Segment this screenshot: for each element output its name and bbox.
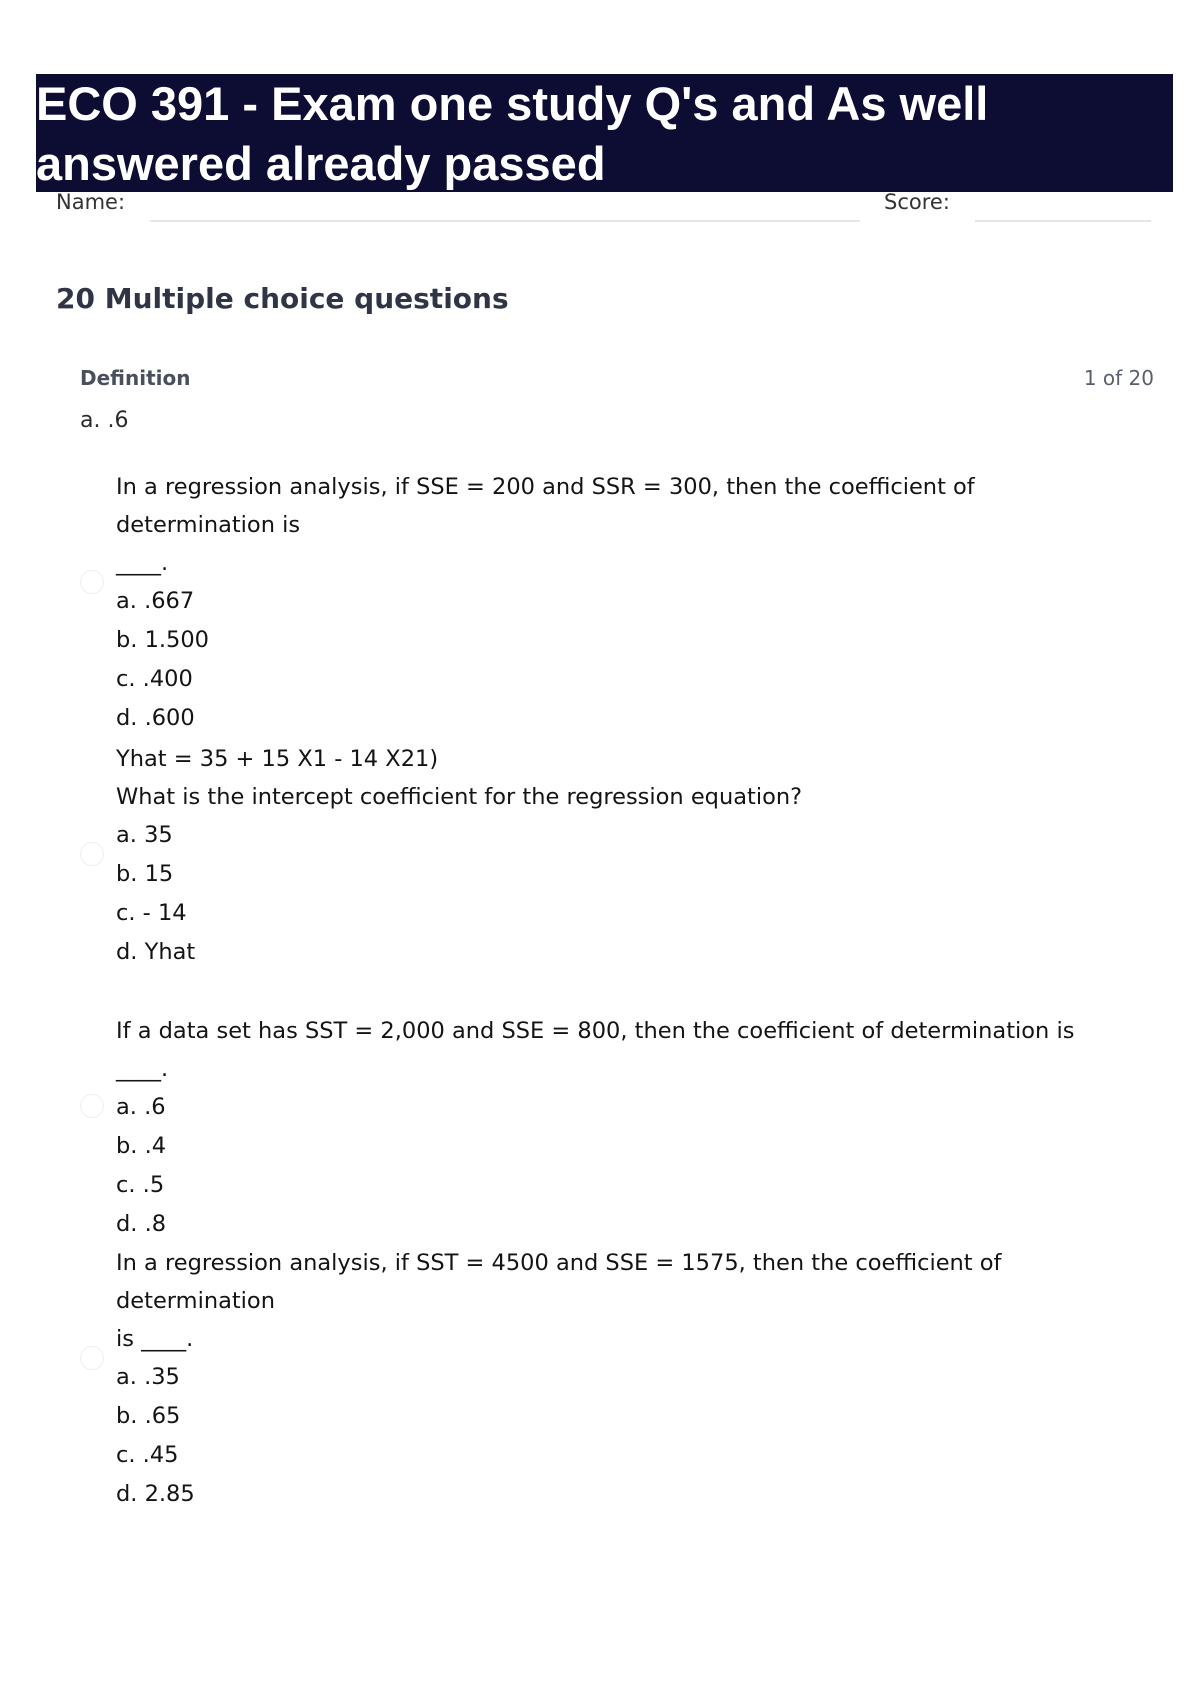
definition-label: Definition xyxy=(80,366,191,390)
question-block-1 xyxy=(116,468,1126,738)
document-title-line-1: ECO 391 - Exam one study Q's and As well xyxy=(36,77,989,130)
question-3-option-b[interactable]: b. .4 xyxy=(116,1133,167,1159)
question-text-2: Yhat = 35 + 15 X1 - 14 X21) What is the intercept coefficient for the regression equation? xyxy=(116,746,803,810)
question-1-option-d[interactable]: d. .600 xyxy=(116,705,195,731)
document-title-line-2: answered already passed xyxy=(36,137,606,190)
question-4-option-a[interactable]: a. .35 xyxy=(116,1364,180,1390)
question-text-4: In a regression analysis, if SST = 4500 and SSE = 1575, then the coefficient of determination is ____. xyxy=(116,1250,1002,1352)
question-counter: 1 of 20 xyxy=(1083,366,1154,390)
question-3-option-a[interactable]: a. .6 xyxy=(116,1094,166,1120)
question-2-option-a[interactable]: a. 35 xyxy=(116,822,173,848)
name-field[interactable] xyxy=(150,220,860,222)
question-block-3 xyxy=(116,1012,1126,1244)
definition-answer: a. .6 xyxy=(80,408,129,433)
question-1-option-c[interactable]: c. .400 xyxy=(116,666,193,692)
question-1-option-b[interactable]: b. 1.500 xyxy=(116,627,209,653)
answer-radio-1[interactable] xyxy=(80,570,104,594)
answer-radio-3[interactable] xyxy=(80,1094,104,1118)
question-2-option-d[interactable]: d. Yhat xyxy=(116,939,196,965)
question-text-1: In a regression analysis, if SSE = 200 and SSR = 300, then the coefficient of determination is ____. xyxy=(116,474,975,576)
document-title-banner xyxy=(36,74,1173,192)
name-label: Name: xyxy=(56,190,126,214)
question-3-option-c[interactable]: c. .5 xyxy=(116,1172,165,1198)
question-4-option-b[interactable]: b. .65 xyxy=(116,1403,181,1429)
question-2-option-b[interactable]: b. 15 xyxy=(116,861,174,887)
section-heading: 20 Multiple choice questions xyxy=(56,282,509,315)
question-3-option-d[interactable]: d. .8 xyxy=(116,1211,167,1237)
question-text-3: If a data set has SST = 2,000 and SSE = 800, then the coefficient of determination is ____. xyxy=(116,1018,1075,1082)
answer-radio-2[interactable] xyxy=(80,842,104,866)
score-field[interactable] xyxy=(975,220,1151,222)
answer-radio-4[interactable] xyxy=(80,1346,104,1370)
question-block-2 xyxy=(116,740,1126,972)
question-2-option-c[interactable]: c. - 14 xyxy=(116,900,187,926)
score-label: Score: xyxy=(884,190,950,214)
question-1-option-a[interactable]: a. .667 xyxy=(116,588,195,614)
question-4-option-d[interactable]: d. 2.85 xyxy=(116,1481,195,1507)
question-block-4 xyxy=(116,1244,1126,1514)
question-4-option-c[interactable]: c. .45 xyxy=(116,1442,179,1468)
